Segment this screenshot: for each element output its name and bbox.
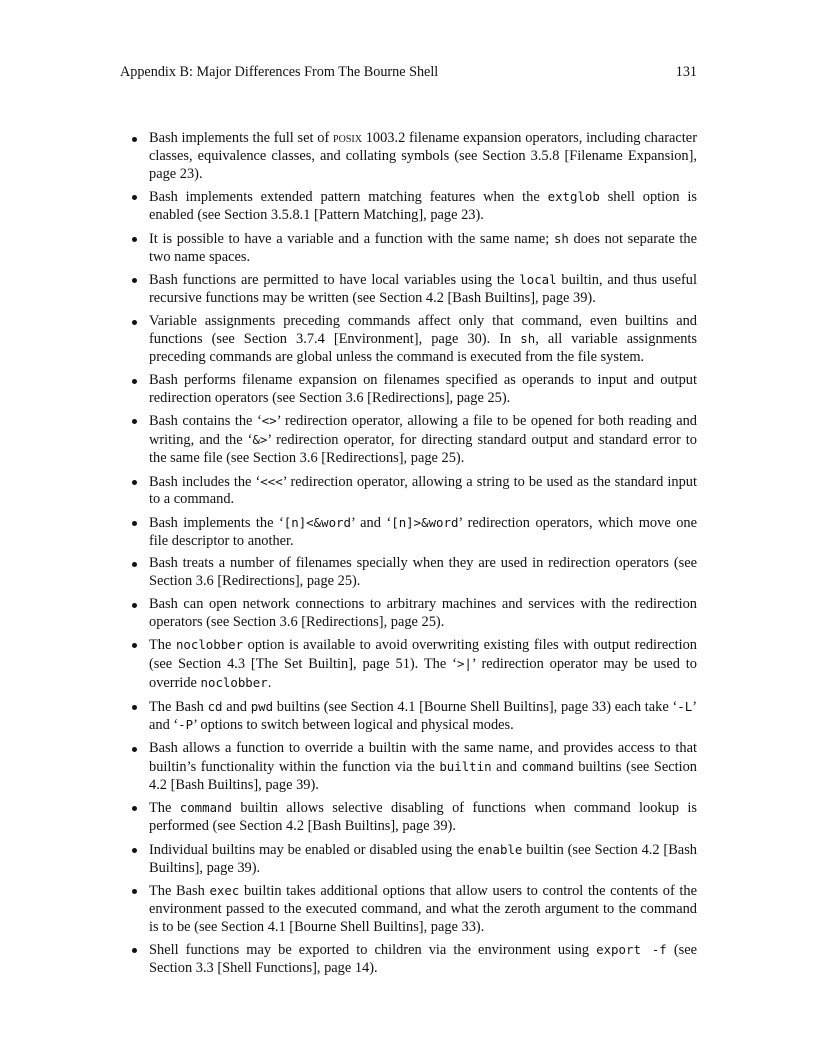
bullet-icon	[132, 278, 137, 283]
item-text: and	[491, 758, 522, 775]
code-text: [n]>&	[391, 514, 429, 530]
list-item	[120, 636, 697, 693]
code-text: word	[428, 514, 459, 530]
bullet-icon	[132, 705, 137, 710]
code-text: &>	[252, 432, 268, 448]
code-text: builtin	[439, 758, 492, 774]
bullet-icon	[132, 237, 137, 242]
item-text: Shell functions may be exported to children via the environment using	[149, 942, 597, 959]
code-text: sh	[553, 230, 569, 246]
item-text: ’ redirection operator may be used to override	[149, 656, 697, 691]
bullet-icon	[132, 379, 137, 384]
list-item	[120, 230, 697, 267]
code-text: enable	[477, 841, 523, 857]
bullet-icon	[132, 480, 137, 485]
difference-list	[120, 130, 697, 983]
code-text: command	[179, 800, 232, 816]
item-text: , and	[311, 147, 346, 164]
item-text: (see Section 3.5.8 [Filename Expansion], page 23).	[149, 147, 697, 182]
item-text: Bash can open network connections to arbitrary machines and services with the redirection operators (see Section 3.6 [Redirections], page 25).	[149, 595, 697, 630]
item-text: builtin allows selective disabling of functions when command lookup is performed (see Section 4.2 [Bash Builtins], page 39).	[149, 800, 697, 835]
item-text: ’ redirection operators, which move one file descriptor to another.	[149, 514, 697, 549]
code-text: -P	[178, 717, 194, 733]
bullet-icon	[132, 747, 137, 752]
bullet-icon	[132, 848, 137, 853]
list-item	[120, 514, 697, 551]
code-text: pwd	[250, 698, 274, 714]
item-text: ’ redirection operator, for directing standard output and standard error to the same file (see Section 3.6 [Redirections], page 25).	[149, 432, 697, 467]
list-item	[120, 130, 697, 184]
code-text: export -f	[596, 942, 667, 958]
code-text: >|	[456, 656, 472, 672]
item-text: ,	[188, 147, 198, 164]
item-text: builtin, and thus useful recursive functions may be written (see Section 4.2 [Bash Builtins], page 39).	[149, 272, 697, 307]
item-text: builtin (see Section 4.2 [Bash Builtins], page 39).	[149, 841, 697, 876]
code-text: extglob	[547, 189, 600, 205]
item-text: option is available to avoid overwriting existing files with output redirection (see Section 4.3 [The Set Builtin], page 51). The ‘	[149, 637, 697, 673]
code-text: sh	[520, 331, 536, 347]
item-text: Bash implements extended pattern matching features when the	[149, 189, 548, 206]
code-text: <>	[261, 413, 277, 429]
item-text: ’ and ‘	[350, 514, 392, 531]
item-text: Bash treats a number of filenames specially when they are used in redirection operators (see Section 3.6 [Redirections], page 25).	[149, 555, 697, 590]
item-text: Bash implements the ‘	[149, 514, 284, 531]
bullet-icon	[132, 948, 137, 953]
list-item	[120, 941, 697, 978]
bullet-icon	[132, 195, 137, 200]
item-text: 1003.2 filename expansion operators, including	[361, 130, 645, 146]
item-text: collating symbols	[345, 147, 450, 164]
bullet-icon	[132, 521, 137, 526]
bullet-icon	[132, 562, 137, 567]
list-item	[120, 882, 697, 937]
list-item	[120, 188, 697, 225]
item-text: (see Section 3.3 [Shell Functions], page 14).	[149, 942, 698, 977]
list-item	[120, 740, 697, 795]
running-header	[120, 64, 697, 81]
code-text: exec	[209, 883, 240, 899]
item-text: builtin takes additional options that allow users to control the contents of the environment passed to the executed command, and what the zeroth argument to the command is to be (see Section 4.1 [Bourne Shell Builtins], page 33).	[149, 883, 697, 935]
item-text: Bash includes the ‘	[149, 473, 261, 490]
list-item	[120, 841, 697, 878]
item-text: Individual builtins may be enabled or disabled using the	[149, 841, 478, 858]
list-item	[120, 313, 697, 368]
item-text: shell option is enabled (see Section 3.5.8.1 [Pattern Matching], page 23).	[149, 189, 697, 224]
list-item	[120, 799, 697, 836]
item-text: builtins (see Section 4.1 [Bourne Shell Builtins], page 33) each take ‘	[273, 698, 678, 715]
code-text: [n]<&	[283, 514, 322, 530]
item-text: The	[149, 800, 180, 817]
item-text: ’ redirection operator, allowing a file to be opened for both reading and writing, and the ‘	[149, 413, 698, 449]
header-title: Appendix B: Major Differences From The Bourne Shell	[120, 64, 439, 80]
item-text: Bash functions are permitted to have local variables using the	[149, 272, 520, 289]
page-number: 131	[675, 64, 697, 80]
item-text: does not separate the two name spaces.	[149, 230, 698, 265]
item-text: , all variable assignments preceding commands are global unless the command is executed from the file system.	[149, 331, 698, 366]
item-text: It is possible to have a variable and a function with the same name;	[149, 230, 554, 247]
code-text: command	[521, 758, 574, 774]
item-text: equivalence classes	[197, 147, 312, 164]
list-item	[120, 596, 697, 632]
list-item	[120, 412, 697, 468]
item-text: ’ redirection operator, allowing a string to be used as the standard input to a command.	[149, 473, 697, 508]
item-text: The Bash	[149, 883, 210, 900]
code-text: noclobber	[175, 637, 244, 653]
code-text: local	[519, 272, 557, 288]
item-text: builtins (see Section 4.2 [Bash Builtins], page 39).	[149, 758, 697, 793]
list-item	[120, 271, 697, 308]
item-text: The Bash	[149, 698, 208, 715]
code-text: -L	[677, 698, 693, 714]
item-text: Variable assignments preceding commands affect only that command, even builtins and functions (see Section 3.7.4 [Environment], page 30). In	[149, 312, 697, 348]
code-text: <<<	[260, 473, 283, 489]
code-text: word	[321, 514, 351, 530]
code-text: noclobber	[200, 675, 268, 690]
item-text: Bash contains the ‘	[149, 413, 262, 430]
item-text: The	[149, 637, 176, 654]
item-text: Bash implements the full set of	[149, 130, 334, 146]
bullet-icon	[132, 643, 137, 648]
item-text: and	[222, 698, 251, 715]
list-item	[120, 473, 697, 510]
list-item	[120, 372, 697, 408]
bullet-icon	[132, 889, 137, 894]
list-item	[120, 698, 697, 736]
item-text: .	[267, 675, 272, 691]
bullet-icon	[132, 137, 137, 142]
item-text: ’ options to switch between logical and physical modes.	[193, 717, 514, 734]
list-item	[120, 555, 697, 591]
bullet-icon	[132, 419, 137, 424]
item-text: posix	[333, 130, 362, 146]
item-text: Bash performs filename expansion on filenames specified as operands to input and output redirection operators (see Section 3.6 [Redirections], page 25).	[149, 371, 697, 406]
item-text: character classes	[149, 130, 697, 164]
code-text: cd	[207, 698, 223, 714]
item-text: ’ and ‘	[149, 698, 697, 734]
item-text: Bash allows a function to override a builtin with the same name, and provides access to that builtin’s functionality within the function via the	[149, 739, 697, 775]
bullet-icon	[132, 603, 137, 608]
bullet-icon	[132, 806, 137, 811]
bullet-icon	[132, 320, 137, 325]
